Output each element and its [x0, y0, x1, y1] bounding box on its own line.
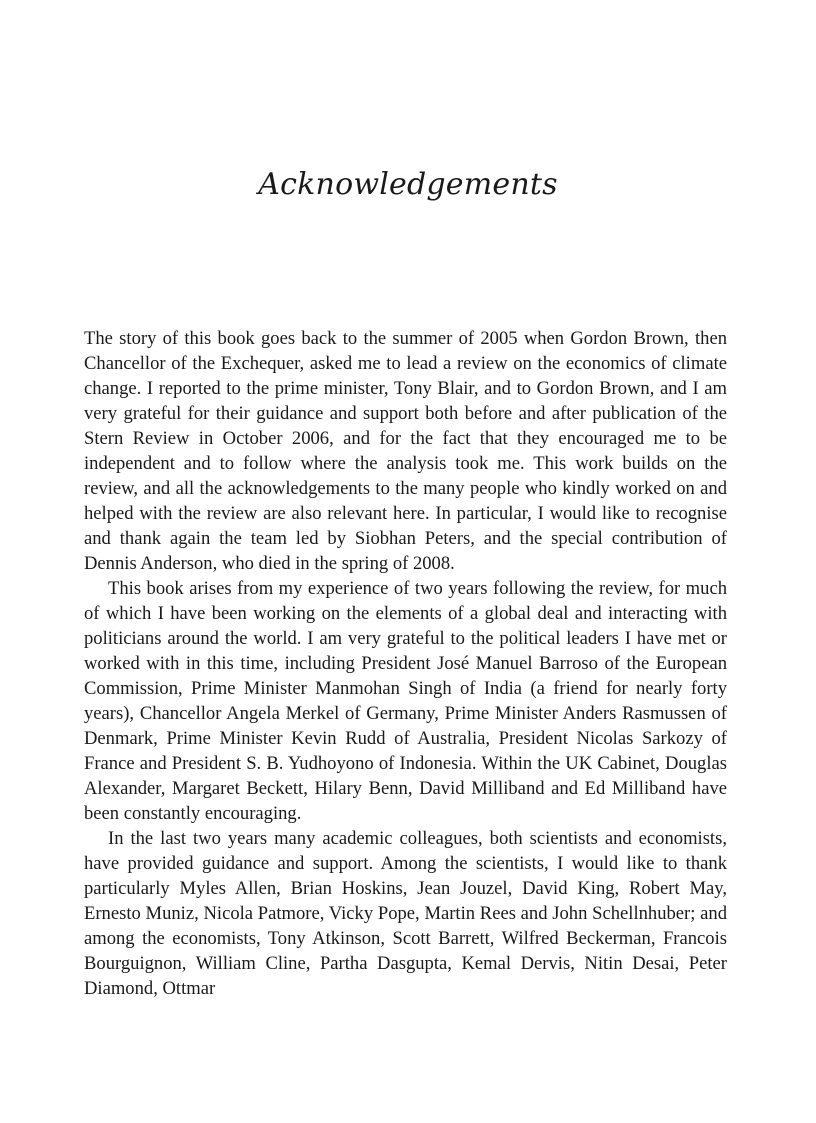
- paragraph-2: This book arises from my experience of two years following the review, for much of which I have been working on the elements of a global deal and interacting with politicians around the world. I am very grateful to the political leaders I have met or worked with in this time, including President José Manuel Barroso of the European Commission, Prime Minister Manmohan Singh of India (a friend for nearly forty years), Chancellor Angela Merkel of Germany, Prime Minister Anders Rasmussen of Denmark, Prime Minister Kevin Rudd of Australia, President Nicolas Sarkozy of France and President S. B. Yudhoyono of Indonesia. Within the UK Cabinet, Douglas Alexander, Margaret Beckett, Hilary Benn, David Milliband and Ed Milliband have been constantly encouraging.: [84, 578, 727, 824]
- paragraph-1: The story of this book goes back to the summer of 2005 when Gordon Brown, then Chancellor of the Exchequer, asked me to lead a review on the economics of climate change. I reported to the prime minister, Tony Blair, and to Gordon Brown, and I am very grateful for their guidance and support both before and after publication of the Stern Review in October 2006, and for the fact that they encouraged me to be independent and to follow where the analysis took me. This work builds on the review, and all the acknowledgements to the many people who kindly worked on and helped with the review are also relevant here. In particular, I would like to recognise and thank again the team led by Siobhan Peters, and the special contribution of Dennis Anderson, who died in the spring of 2008.: [84, 328, 727, 574]
- paragraph-3: In the last two years many academic colleagues, both scientists and economists, have provided guidance and support. Among the scientists, I would like to thank particularly Myles Allen, Brian Hoskins, Jean Jouzel, David King, Robert May, Ernesto Muniz, Nicola Patmore, Vicky Pope, Martin Rees and John Schellnhuber; and among the economists, Tony Atkinson, Scott Barrett, Wilfred Beckerman, Francois Bourguignon, William Cline, Partha Dasgupta, Kemal Dervis, Nitin Desai, Peter Diamond, Ottmar: [84, 828, 727, 999]
- body-text: [84, 326, 727, 1001]
- page-title: Acknowledgements: [258, 167, 558, 202]
